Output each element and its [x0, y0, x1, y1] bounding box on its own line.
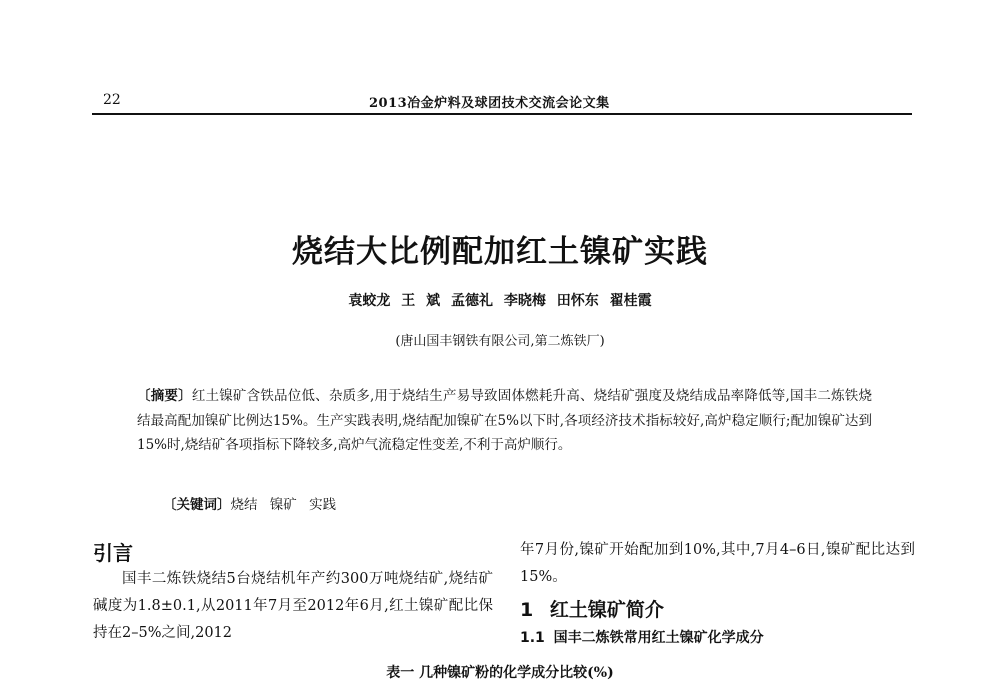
intro-continuation: 年7月份,镍矿开始配加到10%,其中,7月4–6日,镍矿配比达到15%。 — [520, 542, 915, 585]
keywords-text: 烧结 镍矿 实践 — [230, 497, 337, 513]
section-1-heading: 1 红土镍矿简介 — [520, 599, 664, 621]
abstract — [137, 384, 872, 458]
affiliation: (唐山国丰钢铁有限公司,第二炼铁厂) — [395, 334, 605, 349]
paper-title: 烧结大比例配加红土镍矿实践 — [292, 234, 708, 270]
intro-heading: 引言 — [93, 541, 133, 565]
table-caption: 表一 几种镍矿粉的化学成分比较(%) — [386, 665, 614, 681]
abstract-text: 红土镍矿含铁品位低、杂质多,用于烧结生产易导致固体燃耗升高、烧结矿强度及烧结成品率降低等,国丰二炼铁烧结最高配加镍矿比例达15%。生产实践表明,烧结配加镍矿在5%以下时,各项经济技术指标较好,高炉稳定顺行;配加镍矿达到15%时,烧结矿各项指标下降较多,高炉气流稳定性变差,不利于高炉顺行。 — [137, 388, 872, 453]
section-1-1-heading: 1.1 国丰二炼铁常用红土镍矿化学成分 — [520, 630, 764, 646]
intro-paragraph: 国丰二炼铁烧结5台烧结机年产约300万吨烧结矿,烧结矿碱度为1.8±0.1,从2011年7月至2012年6月,红土镍矿配比保持在2–5%之间,2012 — [93, 571, 493, 641]
keywords — [163, 493, 336, 513]
keywords-label: 〔关键词〕 — [163, 497, 231, 513]
abstract-label: 〔摘要〕 — [137, 388, 192, 404]
header-rule — [92, 113, 912, 115]
page-number: 22 — [103, 92, 121, 108]
right-column — [520, 537, 915, 591]
running-header: 2013冶金炉料及球团技术交流会论文集 — [369, 96, 610, 111]
author-list: 袁蛟龙 王 斌 孟德礼 李晓梅 田怀东 翟桂霞 — [348, 293, 652, 309]
left-column — [93, 566, 493, 647]
